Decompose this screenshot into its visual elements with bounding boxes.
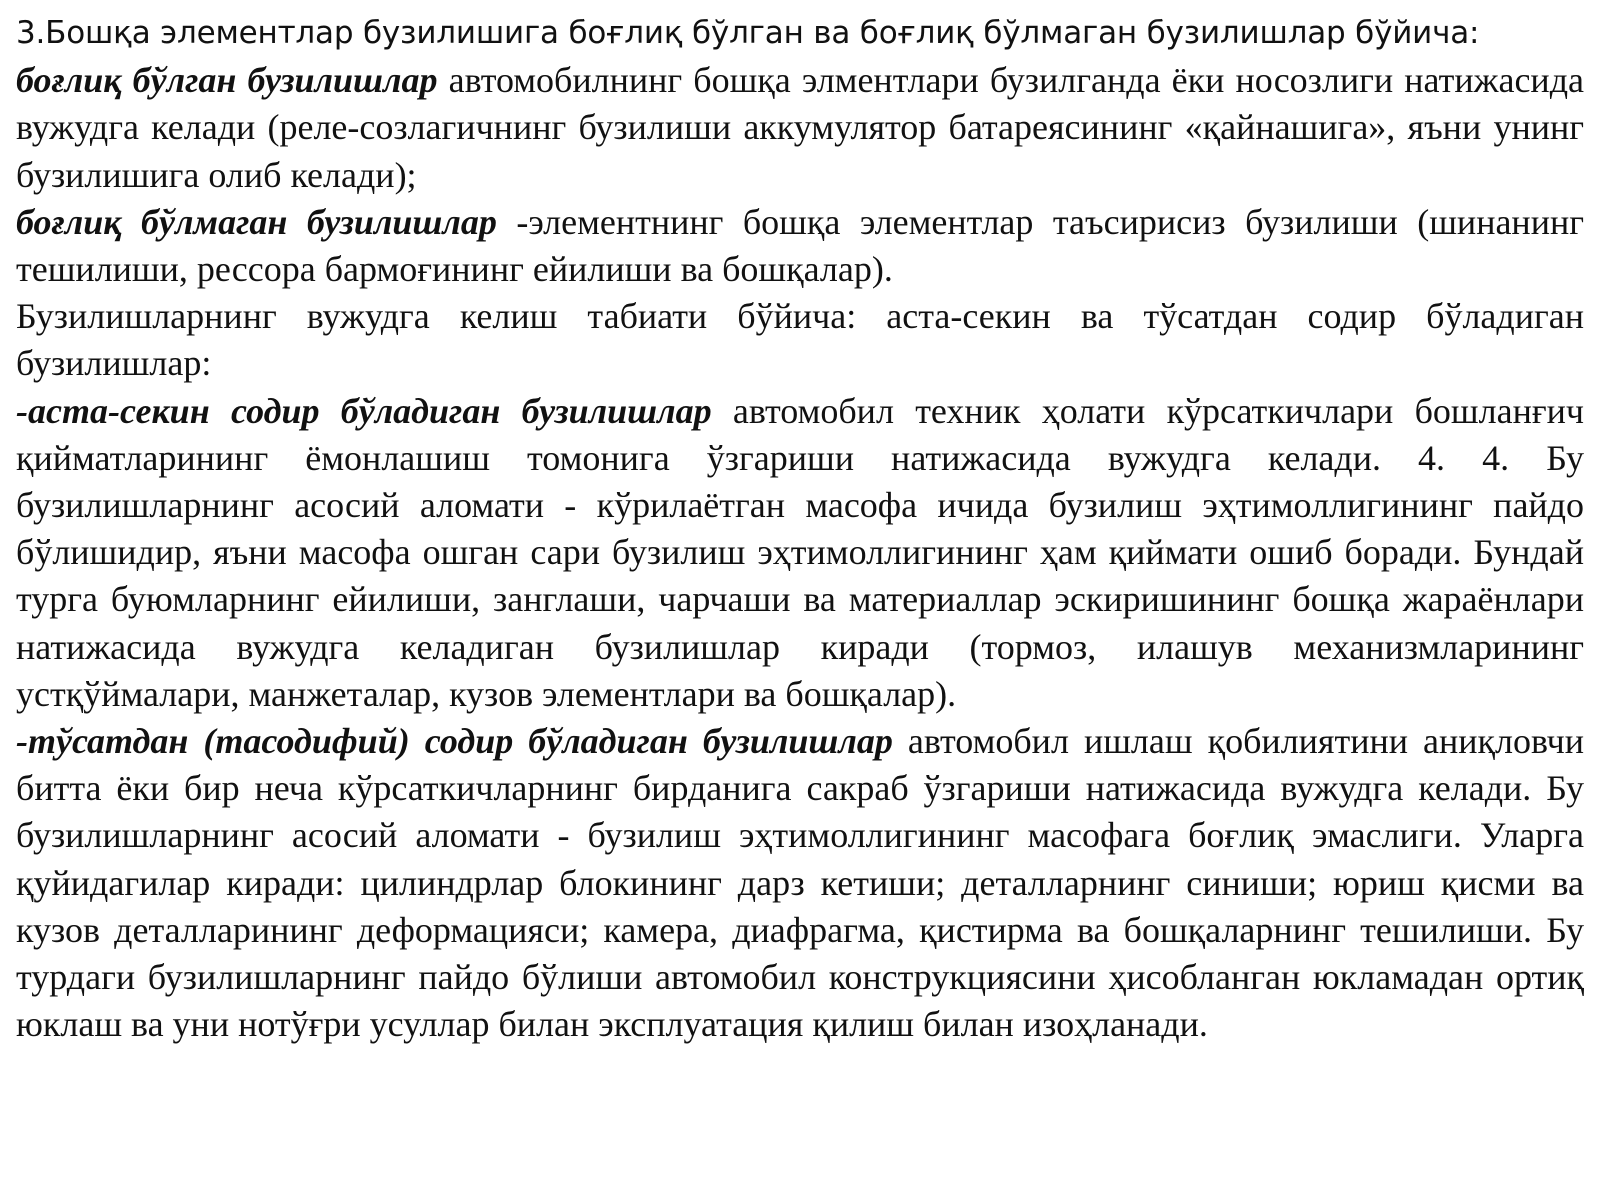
paragraph-gradual-failures: [16, 388, 1584, 718]
term-independent-failures: боғлиқ бўлмаган бузилишлар: [16, 201, 497, 242]
section-heading: 3.Бошқа элементлар бузилишига боғлиқ бўлган ва боғлиқ бўлмаган бузилишлар бўйича:: [16, 15, 1480, 51]
text-independent-failures: -элементнинг бошқа элементлар таъсирисиз бузилиши (шинанинг тешилиши, рессора бармоғининг ейилиши ва бошқалар).: [16, 201, 1584, 290]
text-dependent-failures: автомобилнинг бошқа элментлари бузилганда ёки носозлиги натижасида вужудга келади (реле-созлагичнинг бузилиши аккумулятор батареясининг «қайнашига», яъни унинг бузилишига олиб келади);: [16, 60, 1584, 195]
term-sudden-failures: -тўсатдан (тасодифий) содир бўладиган бузилишлар: [16, 721, 893, 762]
document-page: [16, 10, 1584, 1190]
term-gradual-failures: -аста-секин содир бўладиган бузилишлар: [16, 390, 712, 431]
text-sudden-failures: автомобил ишлаш қобилиятини аниқловчи битта ёки бир неча кўрсаткичларнинг бирданига сакраб ўзгариши натижасида вужудга келади. Бу бузилишларнинг асосий аломати - бузилиш эҳтимоллигининг масофага боғлиқ эмаслиги. Уларга қуйидагилар киради: цилиндрлар блокининг дарз кетиши; деталларнинг синиши; юриш қисми ва кузов деталларининг деформацияси; камера, диафрагма, қистирма ва бошқаларнинг тешилиши. Бу турдаги бузилишларнинг пайдо бўлиши автомобил конструкциясини ҳисобланган юкламадан ортиқ юклаш ва уни нотўғри усуллар билан эксплуатация қилиш билан изоҳланади.: [16, 721, 1585, 1045]
paragraph-sudden-failures: [16, 718, 1584, 1048]
term-dependent-failures: боғлиқ бўлган бузилишлар: [16, 60, 438, 101]
paragraph-failure-nature: Бузилишларнинг вужудга келиш табиати бўйича: аста-секин ва тўсатдан содир бўладиган бузилишлар:: [16, 296, 1584, 384]
paragraph-dependent-failures: [16, 57, 1584, 199]
paragraph-independent-failures: [16, 199, 1584, 293]
text-gradual-failures: автомобил техник ҳолати кўрсаткичлари бошланғич қийматларининг ёмонлашиш томонига ўзгариши натижасида вужудга келади. 4. 4. Бу бузилишларнинг асосий аломати - кўрилаётган масофа ичида бузилиш эҳтимоллигининг пайдо бўлишидир, яъни масофа ошган сари бузилиш эҳтимоллигининг ҳам қиймати ошиб боради. Бундай турга буюмларнинг ейилиши, занглаши, чарчаши ва материаллар эскиришининг бошқа жараёнлари натижасида вужудга келадиган бузилишлар киради (тормоз, илашув механизмларининг устқўймалари, манжеталар, кузов элементлари ва бошқалар).: [16, 390, 1584, 714]
